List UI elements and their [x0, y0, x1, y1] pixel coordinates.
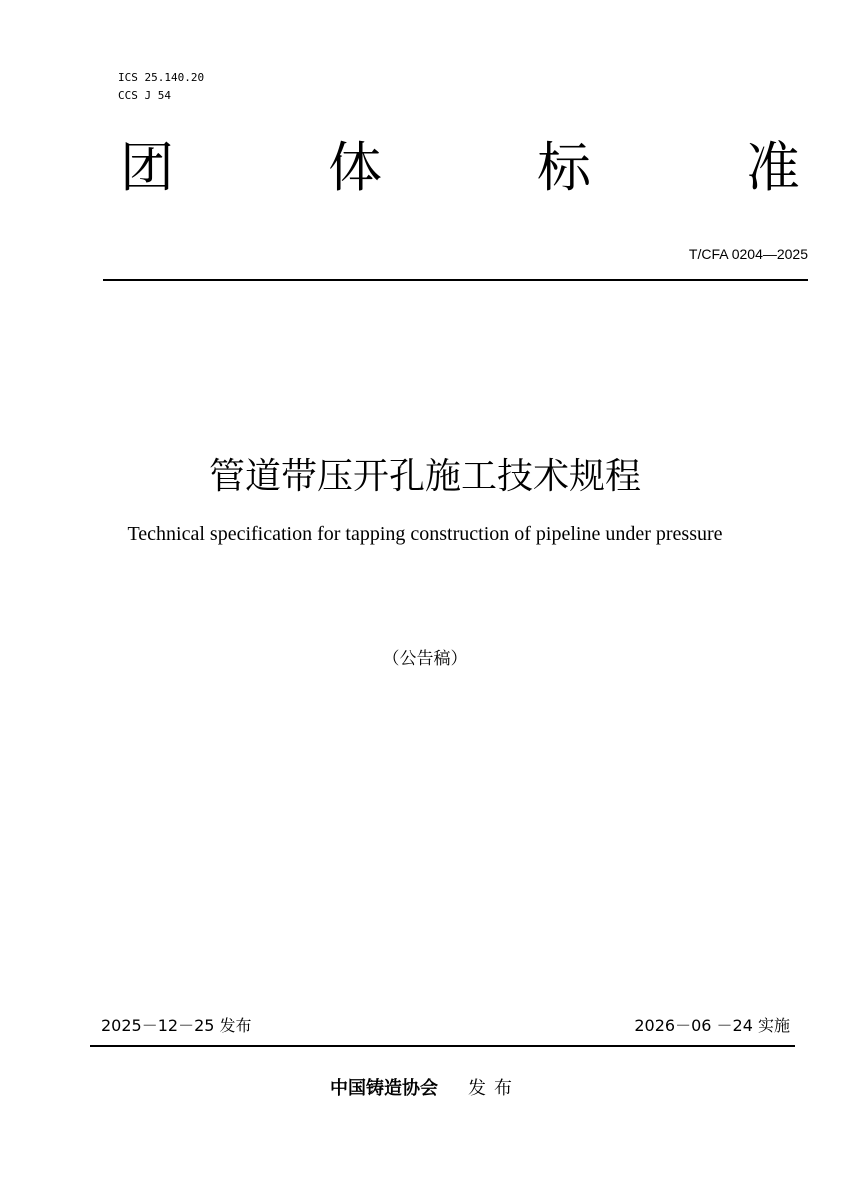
doc-type-char-4: 准: [746, 136, 800, 199]
issuer-name: 中国铸造协会: [330, 1078, 438, 1099]
title-english: Technical specification for tapping construction of pipeline under pressure: [127, 523, 723, 545]
issuer-action: 发布: [468, 1078, 520, 1099]
ccs-code: CCS J 54: [118, 89, 171, 102]
publish-date: 2025－12－25 发布: [101, 1016, 252, 1035]
draft-status: （公告稿）: [382, 649, 468, 669]
effective-date: 2026－06 －24 实施: [634, 1016, 790, 1035]
ics-code: ICS 25.140.20: [118, 71, 205, 84]
title-chinese: 管道带压开孔施工技术规程: [208, 456, 641, 497]
doc-type-char-2: 体: [328, 136, 382, 199]
standard-number: T/CFA 0204—2025: [688, 246, 808, 262]
issuer-line: [0, 1077, 850, 1101]
header-divider: [103, 279, 808, 281]
doc-type-char-1: 团: [120, 136, 174, 199]
footer-divider: [90, 1045, 795, 1047]
doc-type-char-3: 标: [537, 136, 591, 199]
